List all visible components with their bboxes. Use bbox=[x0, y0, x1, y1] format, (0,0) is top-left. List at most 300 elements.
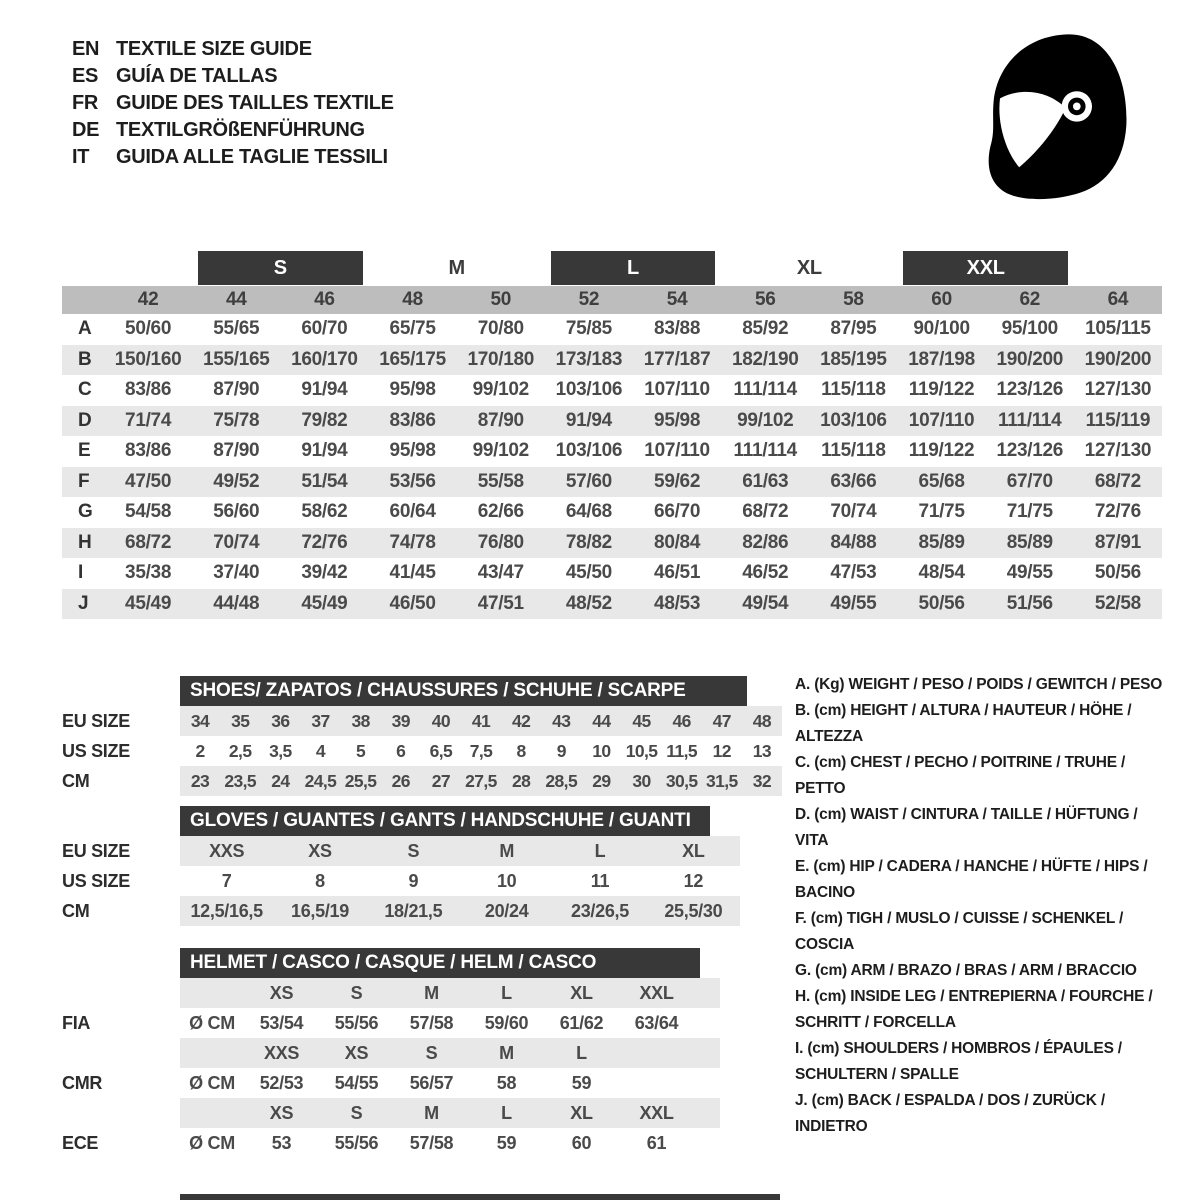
legend-item: B. (cm) HEIGHT / ALTURA / HAUTEUR / HÖHE / ALTEZZA bbox=[795, 702, 1132, 745]
lang-title: GUÍA DE TALLAS bbox=[116, 65, 278, 87]
unit-cell: Ø CM bbox=[189, 1132, 235, 1153]
size-value-cell: 12,5/16,5 bbox=[190, 900, 263, 921]
size-row-band bbox=[180, 736, 782, 766]
size-cell: 165/175 bbox=[379, 348, 446, 370]
size-cell: 72/76 bbox=[301, 531, 348, 553]
helmet-size-cell: L bbox=[501, 1102, 512, 1123]
size-value-cell: M bbox=[499, 840, 515, 861]
shoes-rows bbox=[62, 706, 782, 796]
legend-item: D. (cm) WAIST / CINTURA / TAILLE / HÜFTUNG / VITA bbox=[795, 806, 1138, 849]
helmet-size-cell: S bbox=[425, 1042, 438, 1063]
helmet-value-cell: 56/57 bbox=[409, 1072, 454, 1093]
size-cell: 107/110 bbox=[644, 379, 710, 401]
size-value-cell: 20/24 bbox=[484, 900, 529, 921]
numeric-size: 60 bbox=[931, 289, 952, 310]
size-value-cell: 4 bbox=[315, 740, 326, 761]
helmet-size-cell: M bbox=[424, 982, 439, 1003]
gloves-rows bbox=[62, 836, 782, 926]
size-value-cell: 38 bbox=[351, 710, 370, 731]
helmet-size-cell: XXS bbox=[263, 1042, 300, 1063]
helmet-size-cell: M bbox=[424, 1102, 439, 1123]
size-cell: 91/94 bbox=[301, 440, 348, 462]
size-cell: 71/75 bbox=[1006, 501, 1053, 523]
numeric-size: 56 bbox=[754, 289, 776, 310]
size-cell: 51/56 bbox=[1006, 592, 1053, 614]
size-cell: 74/78 bbox=[389, 531, 436, 553]
helmet-value-cell: 54/55 bbox=[334, 1072, 379, 1093]
helmet-value-cell: 60 bbox=[571, 1132, 592, 1153]
size-cell: 71/75 bbox=[918, 501, 965, 523]
size-value-cell: 26 bbox=[391, 770, 410, 791]
lang-code: DE bbox=[72, 119, 100, 141]
racing-helmet-icon bbox=[972, 28, 1140, 204]
row-label: F bbox=[78, 470, 90, 492]
size-cell: 78/82 bbox=[565, 531, 612, 553]
row-label: C bbox=[78, 379, 92, 401]
size-cell: 49/54 bbox=[742, 592, 789, 614]
size-cell: 60/70 bbox=[301, 318, 348, 340]
size-cell: 123/126 bbox=[996, 440, 1064, 462]
helmet-value-cell: 55/56 bbox=[334, 1012, 379, 1033]
size-cell: 75/78 bbox=[213, 409, 260, 431]
size-cell: 61/63 bbox=[742, 470, 789, 492]
size-value-cell: 23 bbox=[190, 770, 210, 791]
row-label: G bbox=[78, 501, 93, 523]
size-cell: 47/50 bbox=[125, 470, 172, 492]
numeric-size: 62 bbox=[1019, 289, 1041, 310]
size-row-label: CM bbox=[62, 770, 90, 791]
size-cell: 55/58 bbox=[477, 470, 524, 492]
numeric-size: 58 bbox=[843, 289, 864, 310]
size-value-cell: 31,5 bbox=[705, 770, 738, 791]
numeric-size: 54 bbox=[666, 289, 688, 310]
size-cell: 119/122 bbox=[908, 440, 975, 462]
size-cell: 59/62 bbox=[654, 470, 701, 492]
size-value-cell: 7,5 bbox=[469, 740, 493, 761]
size-value-cell: 47 bbox=[712, 710, 731, 731]
size-cell: 57/60 bbox=[565, 470, 612, 492]
size-cell: 50/60 bbox=[125, 318, 172, 340]
lang-code: FR bbox=[72, 92, 99, 114]
size-cell: 99/102 bbox=[472, 379, 529, 401]
size-row-label bbox=[62, 1098, 180, 1128]
size-row bbox=[62, 866, 782, 896]
size-cell: 95/98 bbox=[654, 409, 701, 431]
table-row bbox=[62, 314, 1162, 345]
size-value-cell: 48 bbox=[752, 710, 772, 731]
lang-row bbox=[72, 117, 394, 144]
helmet-value-cell: 61/62 bbox=[559, 1012, 604, 1033]
helmet-values-row bbox=[62, 1068, 782, 1098]
size-cell: 68/72 bbox=[125, 531, 172, 553]
helmet-value-cell: 57/58 bbox=[409, 1132, 454, 1153]
size-cell: 70/74 bbox=[213, 531, 260, 553]
size-row-band bbox=[180, 1098, 720, 1128]
helmet-size-cell: L bbox=[576, 1042, 587, 1063]
row-label: D bbox=[78, 409, 92, 431]
size-cell: 46/52 bbox=[742, 562, 789, 584]
size-cell: 87/90 bbox=[477, 409, 524, 431]
size-value-cell: 25,5/30 bbox=[664, 900, 723, 921]
size-row bbox=[62, 766, 782, 796]
size-cell: 107/110 bbox=[644, 440, 710, 462]
size-cell: 150/160 bbox=[114, 348, 182, 370]
helmet-value-cell: 59/60 bbox=[484, 1012, 529, 1033]
table-row bbox=[62, 589, 1162, 620]
size-cell: 45/49 bbox=[125, 592, 172, 614]
size-cell: 95/98 bbox=[389, 379, 436, 401]
size-cell: 50/56 bbox=[1094, 562, 1141, 584]
size-band-label: XXL bbox=[903, 251, 1067, 285]
standard-label: ECE bbox=[62, 1132, 99, 1153]
size-value-cell: 3,5 bbox=[269, 740, 292, 761]
size-row-band bbox=[180, 866, 740, 896]
size-value-cell: 12 bbox=[712, 740, 731, 761]
size-row-band bbox=[180, 1008, 720, 1038]
size-value-cell: 10 bbox=[592, 740, 611, 761]
size-cell: 71/74 bbox=[125, 409, 172, 431]
helmet-value-cell: 58 bbox=[496, 1072, 517, 1093]
helmet-value-cell: 59 bbox=[496, 1132, 517, 1153]
size-row-label bbox=[62, 978, 180, 1008]
helmet-size-cell: M bbox=[499, 1042, 514, 1063]
size-cell: 111/114 bbox=[733, 379, 797, 401]
size-row bbox=[62, 706, 782, 736]
size-cell: 160/170 bbox=[291, 348, 358, 370]
size-cell: 103/106 bbox=[820, 409, 887, 431]
helmet-value-cell: 52/53 bbox=[259, 1072, 304, 1093]
helmet-sizes-row bbox=[62, 978, 782, 1008]
size-cell: 68/72 bbox=[742, 501, 789, 523]
size-cell: 45/49 bbox=[301, 592, 348, 614]
size-cell: 41/45 bbox=[389, 562, 436, 584]
size-band-label: S bbox=[198, 251, 362, 285]
size-cell: 177/187 bbox=[643, 348, 711, 370]
size-cell: 76/80 bbox=[477, 531, 524, 553]
numeric-size: 64 bbox=[1107, 289, 1129, 310]
lang-title: TEXTILE SIZE GUIDE bbox=[116, 38, 312, 60]
size-value-cell: 13 bbox=[752, 740, 772, 761]
size-row-band bbox=[180, 896, 740, 926]
row-label: E bbox=[78, 440, 91, 462]
helmet-size-cell: S bbox=[350, 1102, 363, 1123]
size-cell: 87/90 bbox=[213, 379, 260, 401]
size-value-cell: XXS bbox=[209, 840, 245, 861]
gloves-size-table bbox=[62, 806, 782, 926]
size-value-cell: 9 bbox=[408, 870, 419, 891]
lang-title: TEXTILGRÖßENFÜHRUNG bbox=[116, 119, 365, 141]
size-value-cell: 11,5 bbox=[666, 740, 697, 761]
size-cell: 111/114 bbox=[998, 409, 1062, 431]
size-cell: 54/58 bbox=[125, 501, 172, 523]
gloves-header-bar: GLOVES / GUANTES / GANTS / HANDSCHUHE / GUANTI bbox=[180, 806, 710, 836]
numeric-size: 42 bbox=[137, 289, 159, 310]
standard-label: CMR bbox=[62, 1072, 103, 1093]
legend-item: C. (cm) CHEST / PECHO / POITRINE / TRUHE / PETTO bbox=[795, 754, 1126, 797]
table-row bbox=[62, 345, 1162, 376]
table-row bbox=[62, 406, 1162, 437]
size-value-cell: 23/26,5 bbox=[571, 900, 629, 921]
size-cell: 182/190 bbox=[731, 348, 799, 370]
size-cell: 123/126 bbox=[996, 379, 1064, 401]
size-row-band bbox=[180, 706, 782, 736]
lang-row bbox=[72, 36, 394, 63]
size-cell: 90/100 bbox=[913, 318, 970, 340]
lang-code: ES bbox=[72, 65, 99, 87]
measurement-legend bbox=[795, 672, 1167, 1140]
table-row bbox=[62, 436, 1162, 467]
size-cell: 91/94 bbox=[301, 379, 348, 401]
lang-title: GUIDE DES TAILLES TEXTILE bbox=[116, 92, 394, 114]
size-cell: 84/88 bbox=[830, 531, 877, 553]
size-cell: 75/85 bbox=[565, 318, 612, 340]
legend-item: E. (cm) HIP / CADERA / HANCHE / HÜFTE / HIPS / BACINO bbox=[795, 858, 1148, 901]
size-value-cell: 32 bbox=[752, 770, 772, 791]
size-value-cell: 45 bbox=[632, 710, 651, 731]
size-value-cell: 35 bbox=[231, 710, 250, 731]
size-cell: 68/72 bbox=[1094, 470, 1141, 492]
size-cell: 105/115 bbox=[1085, 318, 1151, 340]
size-cell: 70/74 bbox=[830, 501, 877, 523]
helmet-size-cell: XL bbox=[570, 1102, 593, 1123]
size-value-cell: 8 bbox=[315, 870, 325, 891]
row-label: A bbox=[78, 318, 92, 340]
size-cell: 60/64 bbox=[389, 501, 436, 523]
size-value-cell: 30,5 bbox=[665, 770, 698, 791]
measurement-rows bbox=[62, 314, 1162, 619]
size-cell: 47/53 bbox=[830, 562, 877, 584]
helmet-sizes-row bbox=[62, 1038, 782, 1068]
size-value-cell: 25,5 bbox=[344, 770, 377, 791]
size-value-cell: 28,5 bbox=[545, 770, 578, 791]
lang-row bbox=[72, 63, 394, 90]
numeric-size: 48 bbox=[402, 289, 423, 310]
size-value-cell: XS bbox=[308, 840, 332, 861]
size-value-cell: 34 bbox=[190, 710, 210, 731]
size-value-cell: 40 bbox=[431, 710, 450, 731]
size-cell: 37/40 bbox=[213, 562, 260, 584]
helmet-size-cell: L bbox=[501, 982, 512, 1003]
size-value-cell: 27,5 bbox=[465, 770, 497, 791]
helmet-size-cell: XS bbox=[269, 982, 294, 1003]
size-row-label bbox=[62, 1038, 180, 1068]
size-cell: 103/106 bbox=[555, 379, 623, 401]
size-cell: 155/165 bbox=[202, 348, 270, 370]
size-value-cell: 43 bbox=[552, 710, 571, 731]
size-value-cell: 2 bbox=[195, 740, 205, 761]
size-cell: 56/60 bbox=[213, 501, 260, 523]
lang-row bbox=[72, 144, 394, 171]
helmet-value-cell: 61 bbox=[646, 1132, 667, 1153]
size-cell: 170/180 bbox=[467, 348, 535, 370]
size-cell: 44/48 bbox=[213, 592, 260, 614]
size-cell: 95/98 bbox=[389, 440, 436, 462]
size-letter-header-row bbox=[62, 250, 1162, 286]
size-cell: 45/50 bbox=[565, 562, 612, 584]
size-cell: 70/80 bbox=[477, 318, 524, 340]
table-row bbox=[62, 375, 1162, 406]
size-cell: 107/110 bbox=[908, 409, 975, 431]
numeric-size: 50 bbox=[490, 289, 512, 310]
size-cell: 119/122 bbox=[908, 379, 975, 401]
size-cell: 115/118 bbox=[821, 379, 886, 401]
row-label: I bbox=[78, 562, 83, 584]
size-cell: 48/53 bbox=[654, 592, 701, 614]
standard-label: FIA bbox=[62, 1012, 91, 1033]
table-row bbox=[62, 558, 1162, 589]
cutoff-section-bar bbox=[180, 1194, 780, 1200]
size-cell: 91/94 bbox=[565, 409, 612, 431]
size-cell: 65/75 bbox=[389, 318, 436, 340]
size-cell: 79/82 bbox=[301, 409, 348, 431]
size-cell: 115/118 bbox=[821, 440, 886, 462]
numeric-size-band bbox=[62, 286, 1162, 314]
size-value-cell: 6 bbox=[396, 740, 406, 761]
helmet-size-cell: XS bbox=[269, 1102, 294, 1123]
legend-item: I. (cm) SHOULDERS / HOMBROS / ÉPAULES / SCHULTERN / SPALLE bbox=[795, 1040, 1122, 1083]
size-cell: 49/55 bbox=[1006, 562, 1053, 584]
size-value-cell: 46 bbox=[672, 710, 691, 731]
size-cell: 55/65 bbox=[213, 318, 260, 340]
table-row bbox=[62, 528, 1162, 559]
size-value-cell: 11 bbox=[590, 870, 610, 891]
helmet-size-table bbox=[62, 948, 782, 1158]
size-cell: 62/66 bbox=[477, 501, 524, 523]
size-cell: 85/89 bbox=[918, 531, 965, 553]
size-cell: 46/51 bbox=[654, 562, 701, 584]
unit-cell: Ø CM bbox=[189, 1072, 235, 1093]
size-row bbox=[62, 736, 782, 766]
legend-item: A. (Kg) WEIGHT / PESO / POIDS / GEWITCH / PESO bbox=[795, 676, 1163, 693]
row-label: J bbox=[78, 592, 89, 614]
size-cell: 50/56 bbox=[918, 592, 965, 614]
helmet-header-bar: HELMET / CASCO / CASQUE / HELM / CASCO bbox=[180, 948, 700, 978]
legend-item: F. (cm) TIGH / MUSLO / CUISSE / SCHENKEL / COSCIA bbox=[795, 910, 1124, 953]
lang-code: EN bbox=[72, 38, 100, 60]
size-cell: 85/89 bbox=[1006, 531, 1053, 553]
helmet-size-cell: XXL bbox=[639, 1102, 674, 1123]
size-value-cell: 12 bbox=[683, 870, 704, 891]
size-value-cell: 44 bbox=[592, 710, 611, 731]
size-band-label: XL bbox=[796, 257, 822, 279]
size-cell: 127/130 bbox=[1084, 440, 1152, 462]
size-cell: 85/92 bbox=[742, 318, 789, 340]
lang-code: IT bbox=[72, 146, 90, 168]
size-cell: 64/68 bbox=[565, 501, 612, 523]
size-row bbox=[62, 836, 782, 866]
size-cell: 83/88 bbox=[654, 318, 701, 340]
size-row-label: US SIZE bbox=[62, 740, 130, 761]
size-cell: 48/52 bbox=[565, 592, 612, 614]
size-cell: 39/42 bbox=[301, 562, 348, 584]
size-value-cell: S bbox=[407, 840, 420, 861]
helmet-value-cell: 57/58 bbox=[409, 1012, 454, 1033]
size-cell: 49/55 bbox=[830, 592, 877, 614]
helmet-size-cell: XL bbox=[570, 982, 593, 1003]
row-label: H bbox=[78, 531, 92, 553]
size-row-band bbox=[180, 1128, 720, 1158]
size-cell: 83/86 bbox=[125, 379, 172, 401]
size-row-label: US SIZE bbox=[62, 870, 130, 891]
size-value-cell: 42 bbox=[511, 710, 531, 731]
size-cell: 83/86 bbox=[389, 409, 436, 431]
size-row-label: CM bbox=[62, 900, 90, 921]
unit-cell: Ø CM bbox=[189, 1012, 235, 1033]
size-value-cell: 27 bbox=[431, 770, 450, 791]
helmet-size-cell: XS bbox=[344, 1042, 369, 1063]
table-row bbox=[62, 467, 1162, 498]
size-cell: 95/100 bbox=[1001, 318, 1058, 340]
shoes-header-bar: SHOES/ ZAPATOS / CHAUSSURES / SCHUHE / SCARPE bbox=[180, 676, 747, 706]
size-cell: 87/91 bbox=[1094, 531, 1141, 553]
size-cell: 65/68 bbox=[918, 470, 965, 492]
size-value-cell: 9 bbox=[556, 740, 566, 761]
size-value-cell: 8 bbox=[516, 740, 526, 761]
size-cell: 185/195 bbox=[820, 348, 887, 370]
helmet-values-row bbox=[62, 1008, 782, 1038]
legend-item: H. (cm) INSIDE LEG / ENTREPIERNA / FOURCHE / SCHRITT / FORCELLA bbox=[795, 988, 1153, 1031]
size-cell: 111/114 bbox=[733, 440, 797, 462]
size-cell: 63/66 bbox=[830, 470, 877, 492]
size-value-cell: 39 bbox=[391, 710, 410, 731]
size-cell: 190/200 bbox=[1084, 348, 1152, 370]
size-cell: 99/102 bbox=[472, 440, 529, 462]
helmet-value-cell: 53 bbox=[271, 1132, 292, 1153]
legend-item: G. (cm) ARM / BRAZO / BRAS / ARM / BRACCIO bbox=[795, 962, 1137, 979]
legend-item: J. (cm) BACK / ESPALDA / DOS / ZURÜCK / INDIETRO bbox=[795, 1092, 1105, 1135]
size-value-cell: XL bbox=[682, 840, 705, 861]
numeric-size: 46 bbox=[314, 289, 335, 310]
size-value-cell: 37 bbox=[311, 710, 330, 731]
size-row-label: EU SIZE bbox=[62, 710, 130, 731]
size-value-cell: 29 bbox=[592, 770, 611, 791]
size-cell: 51/54 bbox=[301, 470, 348, 492]
lang-row bbox=[72, 90, 394, 117]
size-cell: 127/130 bbox=[1084, 379, 1152, 401]
size-cell: 35/38 bbox=[125, 562, 172, 584]
size-row-band bbox=[180, 766, 782, 796]
size-cell: 87/90 bbox=[213, 440, 260, 462]
lang-title: GUIDA ALLE TAGLIE TESSILI bbox=[116, 146, 388, 168]
size-value-cell: 18/21,5 bbox=[384, 900, 443, 921]
helmet-rows bbox=[62, 978, 782, 1158]
size-value-cell: 7 bbox=[221, 870, 232, 891]
textile-size-table bbox=[62, 250, 1162, 619]
size-cell: 190/200 bbox=[996, 348, 1064, 370]
size-row-band bbox=[180, 1038, 720, 1068]
size-value-cell: 16,5/19 bbox=[291, 900, 349, 921]
size-cell: 48/54 bbox=[918, 562, 965, 584]
size-value-cell: 23,5 bbox=[224, 770, 257, 791]
size-cell: 80/84 bbox=[654, 531, 701, 553]
size-value-cell: 24 bbox=[271, 770, 290, 791]
size-value-cell: 10,5 bbox=[625, 740, 658, 761]
size-value-cell: 28 bbox=[511, 770, 531, 791]
size-value-cell: 24,5 bbox=[304, 770, 337, 791]
size-row-label: EU SIZE bbox=[62, 840, 130, 861]
helmet-value-cell: 59 bbox=[571, 1072, 592, 1093]
helmet-values-row bbox=[62, 1128, 782, 1158]
size-cell: 66/70 bbox=[654, 501, 701, 523]
size-value-cell: L bbox=[594, 840, 606, 861]
size-value-cell: 41 bbox=[471, 710, 491, 731]
size-row bbox=[62, 896, 782, 926]
size-cell: 103/106 bbox=[555, 440, 623, 462]
helmet-value-cell: 55/56 bbox=[334, 1132, 379, 1153]
size-cell: 87/95 bbox=[830, 318, 877, 340]
size-cell: 58/62 bbox=[301, 501, 348, 523]
numeric-size: 52 bbox=[578, 289, 600, 310]
